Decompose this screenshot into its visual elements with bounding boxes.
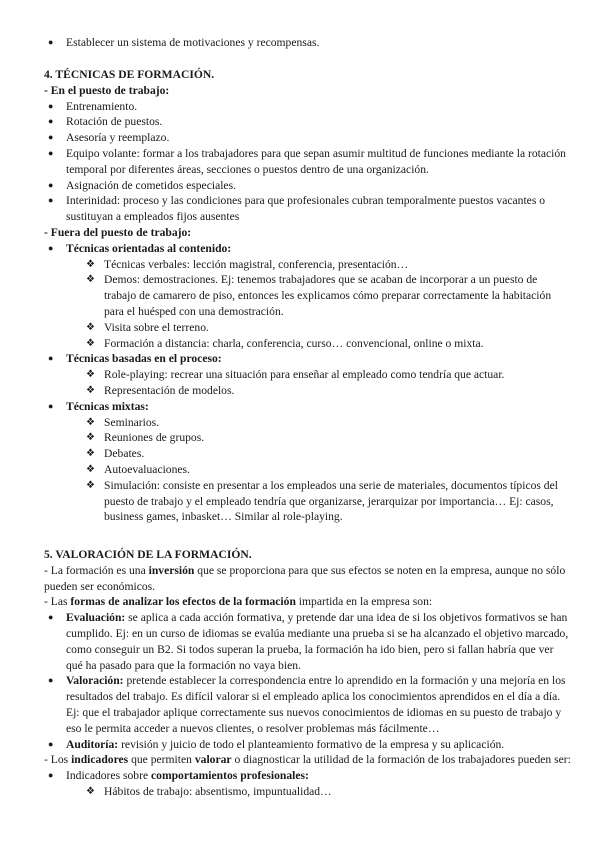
section-4 [44, 67, 572, 525]
bullet-icon: ● [48, 242, 54, 253]
paragraph: - La formación es una inversión que se proporciona para que sus efectos se noten en la empresa, aunque no sólo pueden ser económicos. [44, 563, 566, 593]
paragraph: - Las formas de analizar los efectos de la formación impartida en la empresa son: [44, 595, 433, 609]
sublist-item: ❖ Reuniones de grupos. [86, 431, 205, 445]
sublist-item: ❖ Simulación: consiste en presentar a los empleados una serie de materiales, documentos típicos del puesto de trabajo y el empleado tendría que organizarse, jerarquizar por importancia… Ej: casos, business games, inbasket… Similar al role-playing. [86, 478, 558, 524]
bullet-icon: ● [48, 116, 54, 127]
bullet-icon: ● [48, 132, 54, 143]
list-item: ● Indicadores sobre comportamientos profesionales: [48, 769, 309, 783]
fuera-puesto-list [44, 241, 572, 257]
bullet-icon: ● [48, 738, 54, 749]
indicadores-sublist [44, 784, 572, 800]
list-item: ● Rotación de puestos. [48, 115, 163, 129]
list-item: ● Asesoría y reemplazo. [48, 131, 170, 145]
sublist-item: ❖ Seminarios. [86, 415, 160, 429]
sublist-item: ❖ Autoevaluaciones. [86, 462, 190, 476]
diamond-bullet-icon: ❖ [86, 432, 95, 444]
fuera-puesto-heading: - Fuera del puesto de trabajo: [44, 225, 192, 239]
bullet-icon: ● [48, 195, 54, 206]
section-5-title: 5. VALORACIÓN DE LA FORMACIÓN. [44, 548, 252, 561]
list-item: ● Evaluación: se aplica a cada acción formativa, y pretende dar una idea de si los objetivos formativos se han cumplido. Ej: en un curso de idiomas se evalúa mediante una prueba si se ha alcanzado el objetivo marcado, como conseguir un B2. Si todos superan la prueba, la formación ha ido bien, pero si fallan habría que ver qué ha pasado para que la formación no vaya bien. [48, 611, 569, 672]
bullet-icon: ● [48, 37, 54, 47]
sublist-item: ❖ Role-playing: recrear una situación para enseñar al empleado como tendría que actuar. [86, 368, 505, 382]
diamond-bullet-icon: ❖ [86, 448, 95, 460]
list-item: ● Auditoría: revisión y juicio de todo el planteamiento formativo de la empresa y su aplicación. [48, 737, 505, 751]
sublist-item: ❖ Demos: demostraciones. Ej: tenemos trabajadores que se acaban de incorporar a un puesto de trabajo de camarero de piso, entonces les explicamos cómo preparar correctamente la habitación para el huésped con una demostración. [86, 273, 552, 318]
diamond-bullet-icon: ❖ [86, 258, 95, 270]
diamond-bullet-icon: ❖ [86, 463, 95, 475]
formas-list [44, 610, 572, 752]
bullet-icon: ● [48, 147, 54, 158]
sublist-item: ❖ Hábitos de trabajo: absentismo, impuntualidad… [86, 784, 332, 798]
diamond-bullet-icon: ❖ [86, 785, 95, 797]
sublist-item: ❖ Formación a distancia: charla, conferencia, curso… convencional, online o mixta. [86, 336, 484, 350]
bullet-icon: ● [48, 100, 54, 111]
top-list [44, 35, 572, 51]
diamond-bullet-icon: ❖ [86, 384, 95, 396]
bullet-icon: ● [48, 612, 54, 623]
list-item: ● Asignación de cometidos especiales. [48, 178, 236, 192]
list-item: ● Establecer un sistema de motivaciones y recompensas. [48, 36, 320, 49]
diamond-bullet-icon: ❖ [86, 416, 95, 428]
list-item: ● Técnicas orientadas al contenido: [48, 241, 232, 255]
bullet-icon: ● [48, 675, 54, 686]
indicadores-list [44, 768, 572, 784]
list-item: ● Interinidad: proceso y las condiciones para que profesionales cubran temporalmente puestos vacantes o sustituyan a empleados fijos ausentes [48, 194, 546, 224]
list-item: ● Valoración: pretende establecer la correspondencia entre lo aprendido en la formación y una mejoría en los resultados del trabajo. Es difícil valorar si el empleado aplica los conocimientos aprendidos en el día a día. Ej: que el trabajador aplique correctamente sus nuevos conocimientos de idiomas en su puesto de trabajo y eso le permita acceder a nuevos clientes, o resolver problemas más fácilmente… [48, 674, 566, 735]
bullet-icon: ● [48, 770, 54, 781]
bullet-icon: ● [48, 400, 54, 411]
sublist-item: ❖ Representación de modelos. [86, 383, 235, 397]
bullet-icon: ● [48, 179, 54, 190]
list-item: ● Equipo volante: formar a los trabajadores para que sepan asumir multitud de funciones mediante la rotación temporal por diferentes áreas, secciones o puestos dentro de una organización. [48, 146, 566, 176]
mixtas-sublist [44, 415, 572, 526]
list-item: ● Técnicas mixtas: [48, 399, 149, 413]
section-4-title: 4. TÉCNICAS DE FORMACIÓN. [44, 68, 215, 81]
list-item: ● Entrenamiento. [48, 99, 138, 113]
sublist-item: ❖ Técnicas verbales: lección magistral, conferencia, presentación… [86, 257, 409, 271]
paragraph: - Los indicadores que permiten valorar o diagnosticar la utilidad de la formación de los trabajadores pueden ser: [44, 753, 571, 767]
section-5 [44, 547, 572, 800]
en-puesto-list [44, 99, 572, 225]
diamond-bullet-icon: ❖ [86, 274, 95, 286]
proceso-sublist [44, 367, 572, 399]
en-puesto-heading: - En el puesto de trabajo: [44, 83, 170, 97]
diamond-bullet-icon: ❖ [86, 369, 95, 381]
diamond-bullet-icon: ❖ [86, 479, 95, 491]
sublist-item: ❖ Visita sobre el terreno. [86, 320, 209, 334]
diamond-bullet-icon: ❖ [86, 337, 95, 349]
list-item: ● Técnicas basadas en el proceso: [48, 352, 222, 366]
contenido-sublist [44, 257, 572, 352]
diamond-bullet-icon: ❖ [86, 321, 95, 333]
bullet-icon: ● [48, 353, 54, 364]
sublist-item: ❖ Debates. [86, 447, 145, 461]
